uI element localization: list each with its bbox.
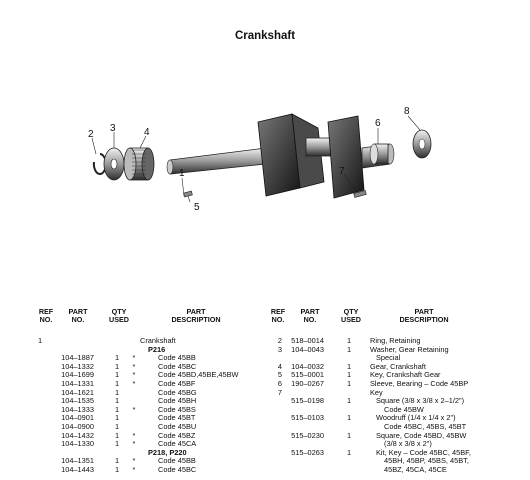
table-cell: * [132, 404, 136, 414]
table-cell [268, 414, 282, 423]
table-cell [38, 380, 52, 389]
table-cell [38, 466, 52, 475]
table-cell: 1 [114, 396, 120, 406]
table-cell: 1 [114, 378, 120, 388]
left-desc-column [140, 337, 262, 475]
part-description-header-right: PART DESCRIPTION [399, 307, 449, 325]
table-cell: Washer, Gear Retaining [370, 344, 449, 354]
table-cell: 104–1333 [61, 404, 94, 414]
table-cell: 7 [277, 387, 282, 397]
page-title: Crankshaft [234, 30, 296, 42]
table-cell: Code 45BB [158, 456, 196, 466]
table-cell: Code 45BH [158, 396, 197, 406]
table-cell: (3/8 x 3/8 x 2") [384, 439, 432, 449]
part-no-header-right: PART NO. [300, 307, 320, 325]
left-ref-column [38, 337, 52, 475]
table-cell [344, 457, 354, 466]
table-cell [38, 423, 52, 432]
table-cell [284, 457, 324, 466]
table-cell: 515–0103 [291, 413, 324, 423]
table-cell [268, 466, 282, 475]
table-cell: 1 [114, 413, 120, 423]
table-cell: * [132, 430, 136, 440]
table-cell [38, 440, 52, 449]
table-cell: 1 [38, 336, 43, 345]
table-cell [268, 440, 282, 449]
table-cell: Kit, Key – Code 45BC, 45BF, [376, 447, 471, 457]
table-cell: 1 [114, 456, 120, 466]
table-cell: 518–0014 [291, 336, 324, 345]
callout-3: 3 [110, 123, 116, 134]
table-cell: 6 [277, 378, 282, 388]
table-cell: 104–1887 [61, 353, 94, 363]
table-cell: 104–0900 [61, 421, 94, 431]
table-cell: 5 [277, 370, 282, 380]
end-plate-part [413, 130, 431, 158]
callout-4: 4 [144, 127, 150, 138]
table-cell [268, 406, 282, 415]
table-cell: Key, Crankshaft Gear [370, 370, 441, 380]
table-cell: Code 45BT [158, 413, 196, 423]
table-cell: 104–0043 [291, 344, 324, 354]
table-cell: * [132, 439, 136, 449]
right-desc-column [370, 337, 510, 475]
table-cell: 104–1332 [61, 361, 94, 371]
table-cell [54, 337, 94, 346]
qty-used-header-left: QTY USED [109, 307, 129, 325]
table-cell: Code 45BS [158, 404, 196, 414]
table-cell: 104–1535 [61, 396, 94, 406]
table-cell: 1 [114, 353, 120, 363]
table-cell: * [132, 464, 136, 474]
table-cell: 1 [346, 447, 352, 457]
table-cell: 1 [114, 404, 120, 414]
part-description-header-left: PART DESCRIPTION [171, 307, 221, 325]
left-part-column [54, 337, 94, 475]
table-cell: 1 [346, 396, 352, 406]
table-cell: 104–1331 [61, 378, 94, 388]
left-qty-column [112, 337, 122, 475]
table-cell: Square (3/8 x 3/8 x 2–1/2") [376, 396, 465, 406]
table-cell: 1 [114, 387, 120, 397]
table-cell: 1 [346, 413, 352, 423]
gear-retaining-washer-part [104, 148, 124, 180]
table-cell: 104–0901 [61, 413, 94, 423]
table-cell: Code 45CA [158, 439, 197, 449]
table-cell: 104–1330 [61, 439, 94, 449]
table-cell: Code 45BC [158, 361, 197, 371]
part-no-header-left: PART NO. [68, 307, 88, 325]
callout-5: 5 [194, 202, 200, 213]
crankshaft-diagram [78, 102, 458, 222]
table-cell: 1 [114, 361, 120, 371]
bearing-sleeve-part [370, 144, 388, 164]
crankshaft-gear-part [124, 148, 154, 180]
table-cell [38, 406, 52, 415]
table-cell: * [132, 378, 136, 388]
table-cell: * [132, 456, 136, 466]
table-cell: Crankshaft [140, 336, 176, 345]
table-cell: 515–0230 [291, 430, 324, 440]
table-cell: 45BH, 45BP, 45BS, 45BT, [384, 456, 469, 466]
callout-6: 6 [375, 118, 381, 129]
table-cell [38, 389, 52, 398]
table-cell [268, 449, 282, 458]
table-cell: 1 [346, 370, 352, 380]
ref-no-header-left: REF NO. [38, 307, 54, 325]
table-cell: * [132, 370, 136, 380]
callout-1: 1 [179, 168, 185, 179]
table-cell [284, 466, 324, 475]
callout-2: 2 [88, 129, 94, 140]
table-cell: 1 [114, 439, 120, 449]
table-cell: 1 [114, 430, 120, 440]
table-cell [38, 346, 52, 355]
table-cell [130, 414, 138, 423]
crankshaft-part [167, 114, 394, 198]
table-cell [268, 432, 282, 441]
table-cell: 1 [114, 464, 120, 474]
table-cell [268, 397, 282, 406]
table-cell [130, 337, 138, 346]
qty-used-header-right: QTY USED [341, 307, 361, 325]
table-cell: 3 [277, 344, 282, 354]
table-cell [38, 363, 52, 372]
table-cell: Code 45BG [158, 387, 197, 397]
table-cell: Code 45BW [384, 404, 424, 414]
table-cell: 104–1443 [61, 464, 94, 474]
table-cell [38, 449, 52, 458]
left-mark-column [130, 337, 138, 475]
table-cell: Code 45BZ [158, 430, 196, 440]
table-cell: Ring, Retaining [370, 336, 421, 345]
table-cell: 1 [346, 336, 352, 345]
table-cell [112, 337, 122, 346]
table-cell: Code 45BU [158, 421, 197, 431]
right-part-column [284, 337, 324, 475]
table-cell: 4 [277, 361, 282, 371]
table-cell: 2 [277, 336, 282, 345]
table-cell: Key [370, 387, 383, 397]
table-cell: 104–1621 [61, 387, 94, 397]
table-cell [38, 397, 52, 406]
table-cell: 1 [346, 361, 352, 371]
callout-8: 8 [404, 106, 410, 117]
table-cell: Sleeve, Bearing – Code 45BP [370, 378, 469, 388]
table-cell: 1 [346, 430, 352, 440]
table-cell: 515–0001 [291, 370, 324, 380]
table-cell [38, 354, 52, 363]
table-cell: Code 45BC, 45BS, 45BT [384, 421, 467, 431]
callout-7: 7 [339, 166, 345, 177]
right-ref-column [268, 337, 282, 475]
table-cell [38, 414, 52, 423]
table-cell: 1 [114, 370, 120, 380]
table-cell [130, 389, 138, 398]
table-cell [268, 457, 282, 466]
table-cell: * [132, 361, 136, 371]
table-cell: 515–0263 [291, 447, 324, 457]
table-cell: 104–1351 [61, 456, 94, 466]
table-cell: 104–1699 [61, 370, 94, 380]
table-cell: 1 [346, 378, 352, 388]
table-cell: Gear, Crankshaft [370, 361, 426, 371]
table-cell: 1 [346, 344, 352, 354]
table-cell: 515–0198 [291, 396, 324, 406]
table-cell [38, 457, 52, 466]
table-cell [38, 371, 52, 380]
table-cell: 104–0032 [291, 361, 324, 371]
table-cell: Code 45BD,45BE,45BW [158, 370, 239, 380]
table-cell: Code 45BB [158, 353, 196, 363]
table-cell: * [132, 353, 136, 363]
table-cell: Code 45BF [158, 378, 196, 388]
ref-no-header-right: REF NO. [270, 307, 286, 325]
table-cell: 45BZ, 45CA, 45CE [384, 464, 447, 474]
table-cell [268, 423, 282, 432]
table-cell: Square, Code 45BD, 45BW [376, 430, 467, 440]
table-cell: 1 [114, 421, 120, 431]
table-cell: P216 [148, 344, 166, 354]
table-cell: Special [376, 353, 401, 363]
right-qty-column [344, 337, 354, 475]
table-cell [38, 432, 52, 441]
table-cell: Woodruff (1/4 x 1/4 x 2") [376, 413, 456, 423]
table-cell: Code 45BC [158, 464, 197, 474]
table-cell [344, 466, 354, 475]
table-cell: P218, P220 [148, 447, 187, 457]
table-cell: 190–0267 [291, 378, 324, 388]
table-cell: 104–1432 [61, 430, 94, 440]
